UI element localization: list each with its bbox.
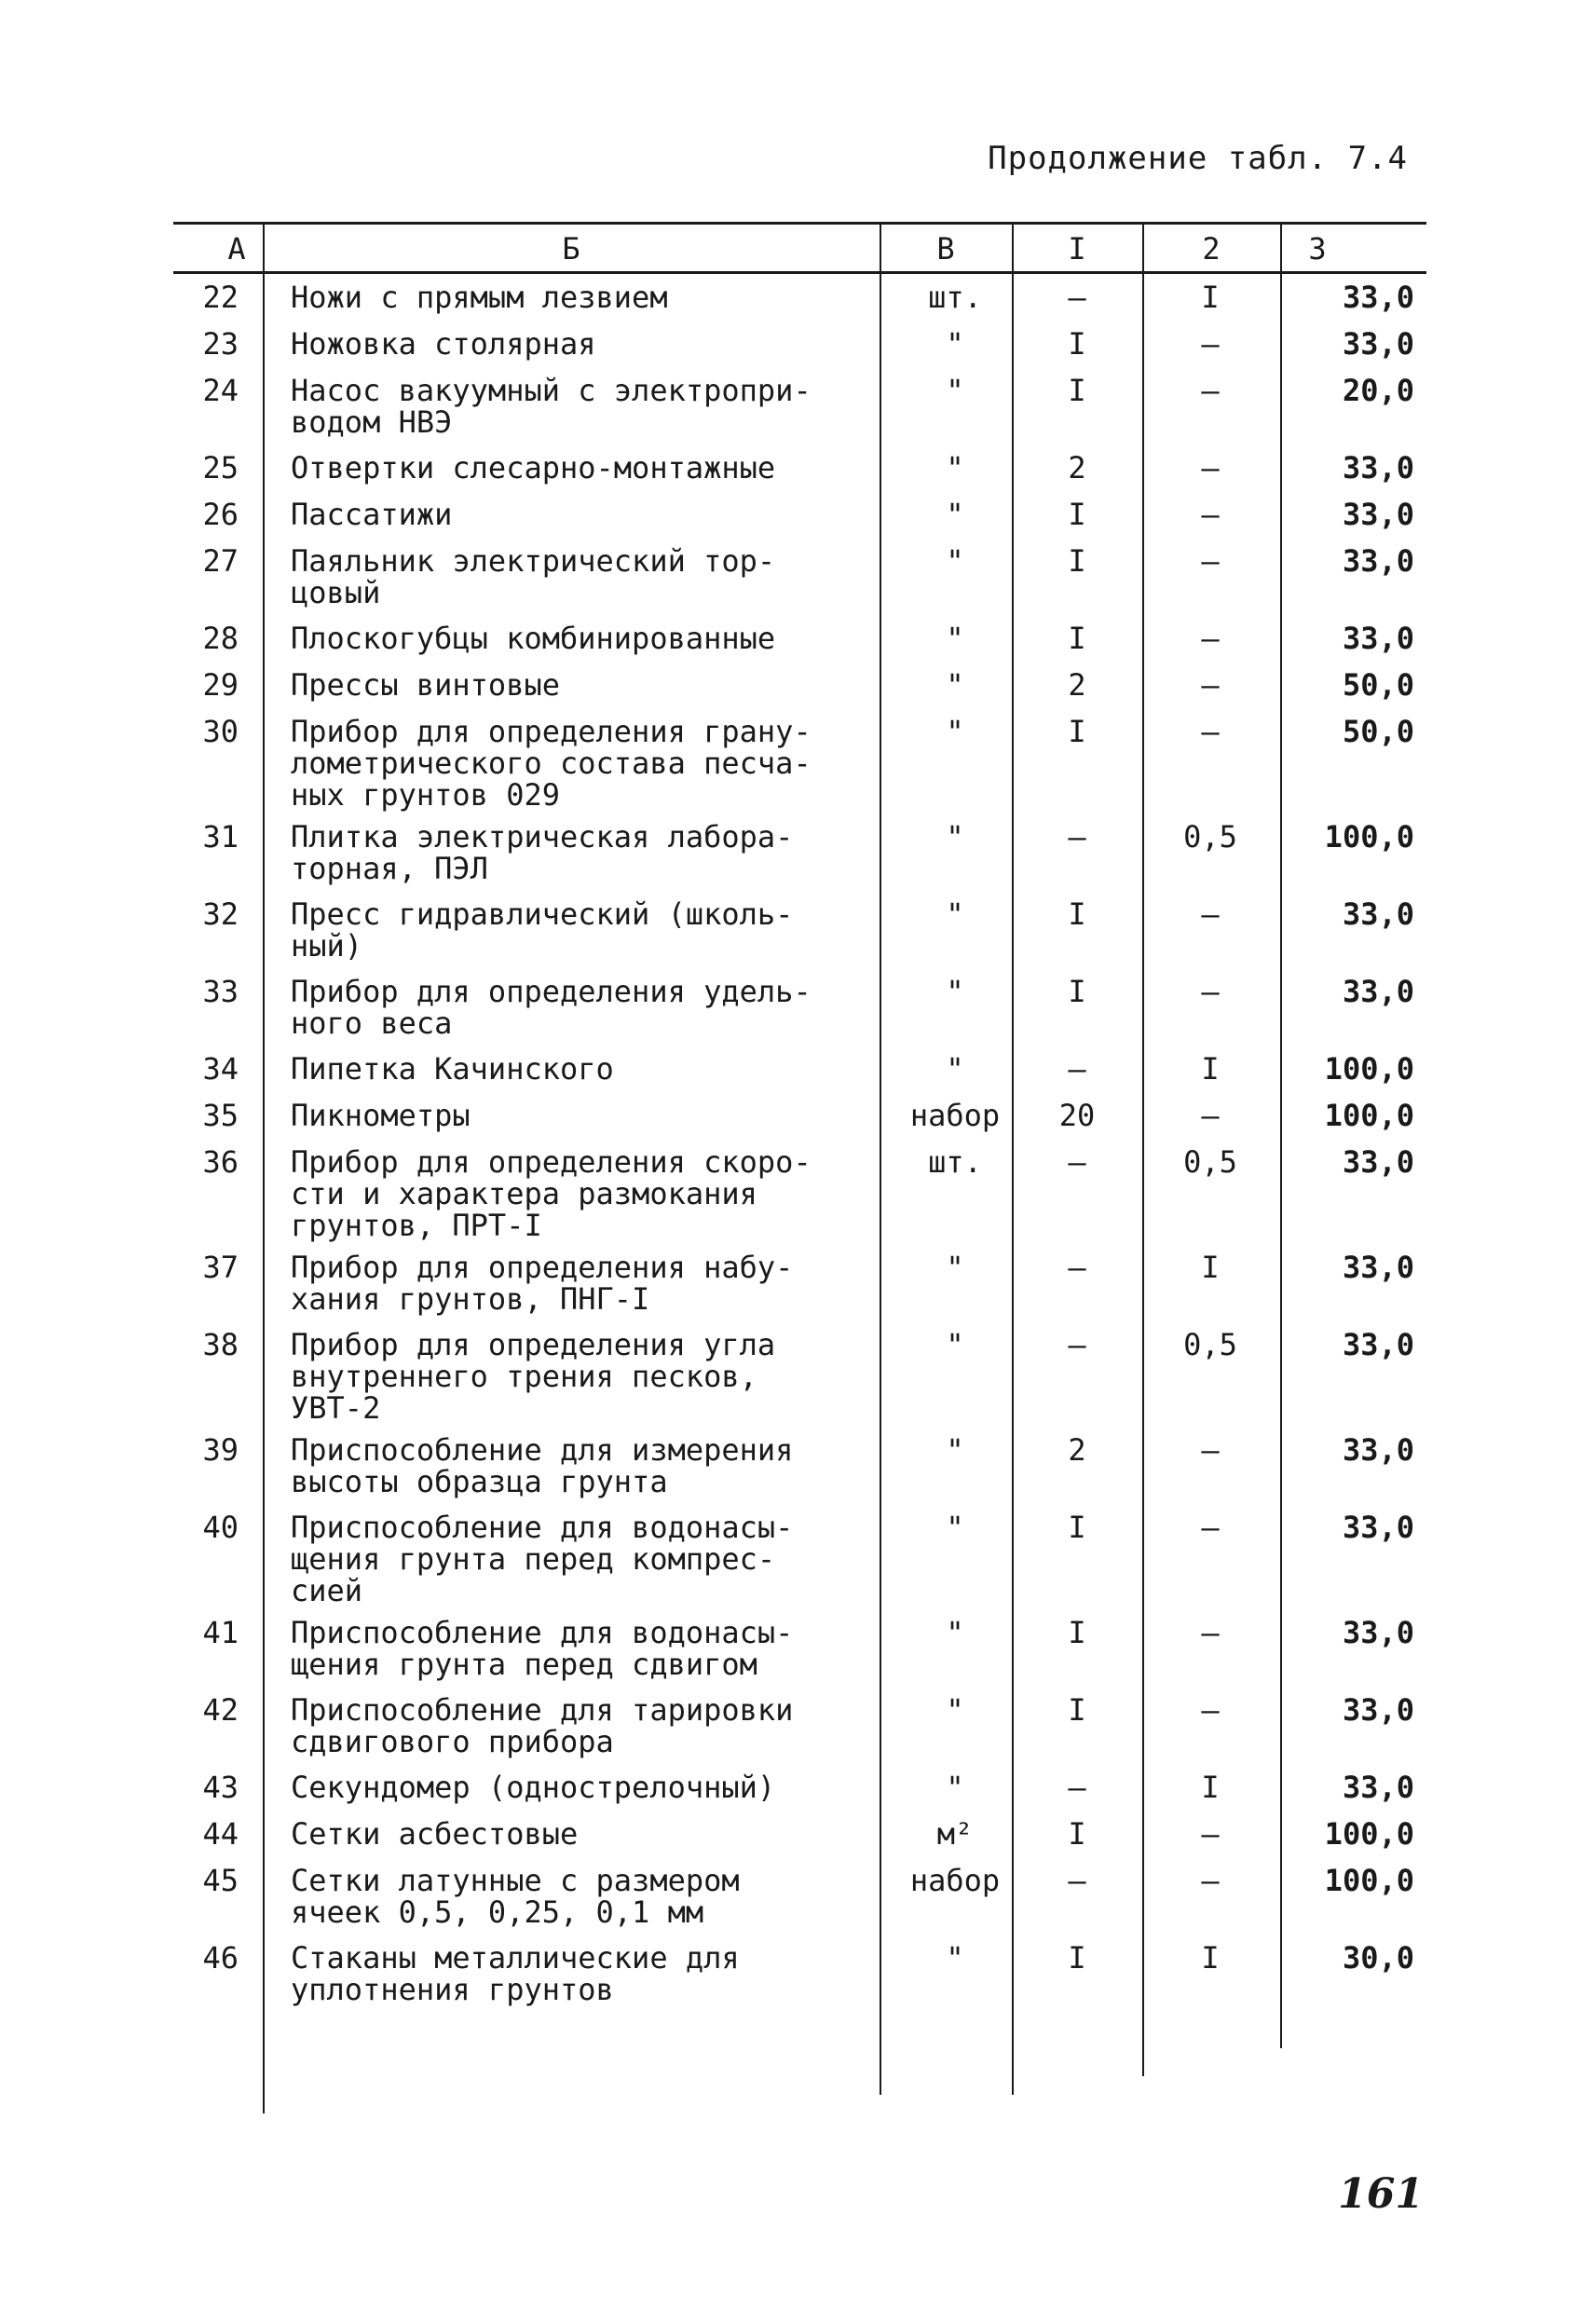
column-2-value: – (1201, 450, 1220, 485)
row-number: 27 (202, 543, 239, 579)
column-3-value: 100,0 (1324, 819, 1414, 855)
item-name: Ножи с прямым лезвием (291, 280, 668, 315)
row-number: 37 (202, 1250, 239, 1285)
item-name: Пикнометры (291, 1098, 471, 1133)
item-name: Приспособление для измерения высоты образца грунта (291, 1432, 794, 1499)
unit-cell: " (946, 1510, 964, 1545)
column-1-value: – (1068, 1051, 1086, 1087)
column-2-value: – (1201, 1692, 1220, 1728)
column-1-value: – (1068, 280, 1086, 315)
table-row (173, 669, 1426, 716)
column-1-value: I (1068, 621, 1086, 656)
row-number: 35 (202, 1098, 239, 1133)
row-number: 29 (202, 667, 239, 703)
table-row (173, 1053, 1426, 1100)
column-3-value: 33,0 (1342, 1144, 1414, 1180)
table-row (173, 821, 1426, 898)
column-3-value: 30,0 (1342, 1940, 1414, 1976)
item-name: Приспособление для водонасы- щения грунта перед компрес- сией (291, 1510, 794, 1608)
column-2-value: – (1201, 543, 1220, 579)
column-2-value: – (1201, 667, 1220, 703)
unit-cell: шт. (928, 1144, 982, 1180)
item-name: Сетки латунные с размером ячеек 0,5, 0,25, 0,1 мм (291, 1863, 740, 1930)
unit-cell: " (946, 450, 964, 485)
table-row (173, 1818, 1426, 1865)
column-3-value: 33,0 (1342, 1770, 1414, 1805)
unit-cell: " (946, 819, 964, 855)
row-number: 31 (202, 819, 239, 855)
table-body (173, 281, 1426, 2019)
header-col-3: 3 (1308, 231, 1327, 267)
unit-cell: набор (909, 1098, 1001, 1133)
column-1-value: – (1068, 819, 1086, 855)
column-1-value: – (1068, 1770, 1086, 1805)
column-1-value: I (1068, 326, 1086, 362)
column-2-value: – (1201, 1510, 1220, 1545)
table-row (173, 1617, 1426, 1694)
row-number: 39 (202, 1432, 239, 1468)
row-number: 46 (202, 1940, 239, 1976)
column-1-value: I (1068, 1816, 1086, 1852)
row-number: 45 (202, 1863, 239, 1898)
column-2-value: – (1201, 974, 1220, 1009)
unit-cell: " (946, 1615, 964, 1650)
column-2-value: – (1201, 621, 1220, 656)
column-3-value: 33,0 (1342, 1510, 1414, 1545)
item-name: Паяльник электрический тор- цовый (291, 543, 776, 610)
column-1-value: I (1068, 1940, 1086, 1976)
table-row (173, 1100, 1426, 1146)
unit-cell: " (946, 1051, 964, 1087)
item-name: Сетки асбестовые (291, 1816, 579, 1852)
column-3-value: 100,0 (1324, 1816, 1414, 1852)
unit-cell: шт. (928, 280, 982, 315)
page-number: 161 (1338, 2170, 1424, 2218)
table-row (173, 375, 1426, 452)
item-name: Прибор для определения удель- ного веса (291, 974, 812, 1041)
row-number: 30 (202, 714, 239, 749)
row-number: 23 (202, 326, 239, 362)
column-1-value: I (1068, 543, 1086, 579)
item-name: Стаканы металлические для уплотнения грунтов (291, 1940, 740, 2007)
item-name: Прибор для определения набу- хания грунтов, ПНГ-I (291, 1250, 794, 1317)
column-3-value: 33,0 (1342, 1327, 1414, 1362)
item-name: Плоскогубцы комбинированные (291, 621, 776, 656)
column-2-value: – (1201, 1098, 1220, 1133)
column-1-value: 2 (1068, 1432, 1086, 1468)
table-row (173, 716, 1426, 821)
unit-cell: м² (936, 1816, 974, 1852)
table-row (173, 1251, 1426, 1329)
column-1-value: I (1068, 1692, 1086, 1728)
item-name: Приспособление для водонасы- щения грунта перед сдвигом (291, 1615, 794, 1682)
row-number: 43 (202, 1770, 239, 1805)
column-2-value: – (1201, 1863, 1220, 1898)
table-top-rule (173, 222, 1426, 225)
unit-cell: " (946, 621, 964, 656)
column-2-value: I (1201, 280, 1220, 315)
item-name: Отвертки слесарно-монтажные (291, 450, 776, 485)
column-2-value: 0,5 (1183, 1327, 1237, 1362)
unit-cell: " (946, 1250, 964, 1285)
table-row (173, 499, 1426, 545)
item-name: Пресс гидравлический (школь- ный) (291, 896, 794, 964)
column-2-value: I (1201, 1940, 1220, 1976)
table-row (173, 1511, 1426, 1617)
column-3-value: 33,0 (1342, 1615, 1414, 1650)
item-name: Насос вакуумный с электропри- водом НВЭ (291, 373, 812, 440)
row-number: 26 (202, 497, 239, 532)
column-1-value: I (1068, 373, 1086, 408)
column-1-value: 20 (1058, 1098, 1096, 1133)
column-3-value: 33,0 (1342, 497, 1414, 532)
table-header-rule (173, 271, 1426, 274)
column-1-value: – (1068, 1144, 1086, 1180)
row-number: 28 (202, 621, 239, 656)
column-2-value: – (1201, 1816, 1220, 1852)
row-number: 24 (202, 373, 239, 408)
row-number: 36 (202, 1144, 239, 1180)
item-name: Прессы винтовые (291, 667, 560, 703)
column-3-value: 33,0 (1342, 326, 1414, 362)
header-col-1: I (1068, 231, 1086, 267)
column-2-value: – (1201, 1432, 1220, 1468)
unit-cell: " (946, 1432, 964, 1468)
row-number: 32 (202, 896, 239, 932)
table-row (173, 452, 1426, 499)
column-3-value: 33,0 (1342, 1250, 1414, 1285)
column-1-value: I (1068, 714, 1086, 749)
unit-cell: " (946, 497, 964, 532)
row-number: 40 (202, 1510, 239, 1545)
column-3-value: 33,0 (1342, 543, 1414, 579)
table-row (173, 622, 1426, 669)
item-name: Секундомер (однострелочный) (291, 1770, 776, 1805)
table-row (173, 1694, 1426, 1771)
column-1-value: I (1068, 497, 1086, 532)
row-number: 25 (202, 450, 239, 485)
table-row (173, 1865, 1426, 1942)
table-row (173, 976, 1426, 1053)
column-2-value: – (1201, 326, 1220, 362)
unit-cell: " (946, 1770, 964, 1805)
table-row (173, 1329, 1426, 1434)
column-2-value: – (1201, 714, 1220, 749)
unit-cell: набор (909, 1863, 1001, 1898)
unit-cell: " (946, 896, 964, 932)
column-3-value: 33,0 (1342, 621, 1414, 656)
table-row (173, 545, 1426, 622)
item-name: Пассатижи (291, 497, 453, 532)
column-1-value: I (1068, 1615, 1086, 1650)
row-number: 38 (202, 1327, 239, 1362)
unit-cell: " (946, 974, 964, 1009)
row-number: 44 (202, 1816, 239, 1852)
row-number: 41 (202, 1615, 239, 1650)
column-3-value: 33,0 (1342, 1692, 1414, 1728)
column-3-value: 100,0 (1324, 1051, 1414, 1087)
unit-cell: " (946, 1940, 964, 1976)
table-caption: Продолжение табл. 7.4 (988, 140, 1408, 177)
row-number: 34 (202, 1051, 239, 1087)
column-3-value: 100,0 (1324, 1098, 1414, 1133)
item-name: Прибор для определения грану- лометрического состава песча- ных грунтов 029 (291, 714, 812, 813)
column-2-value: – (1201, 497, 1220, 532)
row-number: 22 (202, 280, 239, 315)
unit-cell: " (946, 373, 964, 408)
row-number: 42 (202, 1692, 239, 1728)
header-col-2: 2 (1202, 231, 1221, 267)
column-3-value: 33,0 (1342, 974, 1414, 1009)
unit-cell: " (946, 1692, 964, 1728)
table-row (173, 1771, 1426, 1818)
item-name: Прибор для определения угла внутреннего трения песков, УВТ-2 (291, 1327, 776, 1426)
column-3-value: 50,0 (1342, 714, 1414, 749)
column-1-value: I (1068, 1510, 1086, 1545)
unit-cell: " (946, 667, 964, 703)
item-name: Пипетка Качинского (291, 1051, 614, 1087)
item-name: Ножовка столярная (291, 326, 596, 362)
table-row (173, 328, 1426, 375)
column-2-value: – (1201, 1615, 1220, 1650)
column-3-value: 33,0 (1342, 280, 1414, 315)
column-1-value: I (1068, 896, 1086, 932)
column-3-value: 33,0 (1342, 450, 1414, 485)
header-col-b: Б (562, 231, 580, 267)
unit-cell: " (946, 543, 964, 579)
column-3-value: 100,0 (1324, 1863, 1414, 1898)
column-2-value: I (1201, 1770, 1220, 1805)
item-name: Приспособление для тарировки сдвигового прибора (291, 1692, 794, 1759)
row-number: 33 (202, 974, 239, 1009)
column-2-value: 0,5 (1183, 1144, 1237, 1180)
equipment-table (173, 222, 1426, 2113)
header-col-a: А (227, 231, 246, 267)
column-1-value: – (1068, 1250, 1086, 1285)
unit-cell: " (946, 1327, 964, 1362)
item-name: Прибор для определения скоро- сти и характера размокания грунтов, ПРТ-I (291, 1144, 812, 1243)
table-row (173, 281, 1426, 328)
table-row (173, 1942, 1426, 2019)
column-2-value: – (1201, 896, 1220, 932)
column-3-value: 50,0 (1342, 667, 1414, 703)
column-3-value: 33,0 (1342, 896, 1414, 932)
header-col-v: В (936, 231, 955, 267)
column-1-value: – (1068, 1327, 1086, 1362)
column-2-value: 0,5 (1183, 819, 1237, 855)
unit-cell: " (946, 326, 964, 362)
column-2-value: I (1201, 1051, 1220, 1087)
table-row (173, 898, 1426, 976)
column-1-value: 2 (1068, 450, 1086, 485)
unit-cell: " (946, 714, 964, 749)
column-1-value: 2 (1068, 667, 1086, 703)
column-2-value: – (1201, 373, 1220, 408)
column-3-value: 20,0 (1342, 373, 1414, 408)
table-row (173, 1146, 1426, 1251)
column-3-value: 33,0 (1342, 1432, 1414, 1468)
table-row (173, 1434, 1426, 1511)
column-2-value: I (1201, 1250, 1220, 1285)
item-name: Плитка электрическая лабора- торная, ПЭЛ (291, 819, 794, 886)
column-1-value: I (1068, 974, 1086, 1009)
column-1-value: – (1068, 1863, 1086, 1898)
